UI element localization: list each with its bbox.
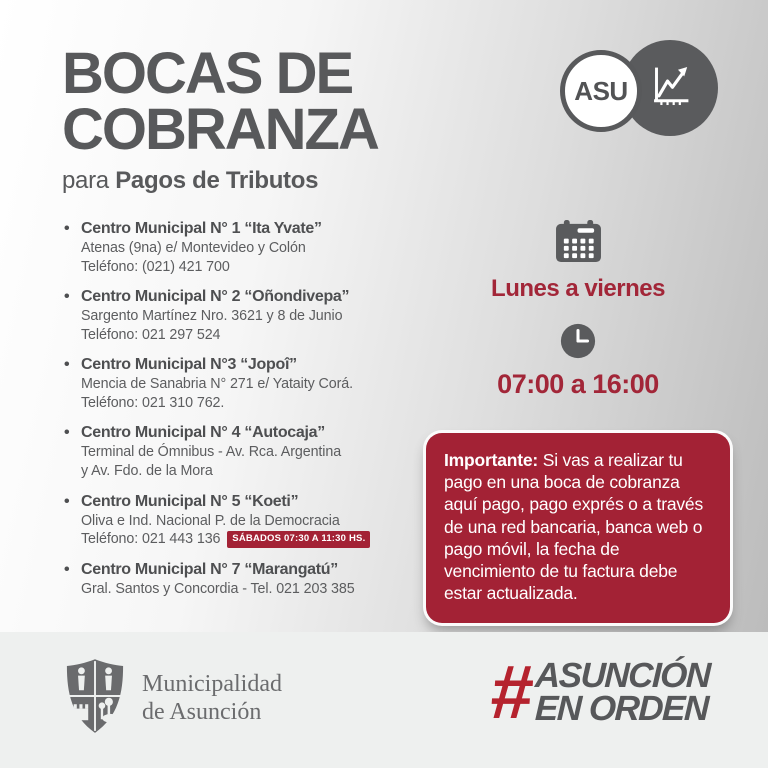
- center-address: Oliva e Ind. Nacional P. de la Democracia: [81, 512, 340, 529]
- bullet-icon: •: [64, 560, 70, 578]
- bullet-icon: •: [64, 492, 70, 510]
- bullet-icon: •: [64, 356, 70, 374]
- bullet-icon: •: [64, 424, 70, 442]
- clock-icon: [426, 322, 730, 365]
- subtitle-prefix: para: [62, 166, 109, 194]
- hours-label: 07:00 a 16:00: [497, 369, 659, 399]
- asu-label: ASU: [574, 75, 628, 106]
- schedule-column: [426, 220, 730, 623]
- hashtag-icon: #: [487, 649, 536, 735]
- municipality-name: [142, 671, 282, 726]
- center-address: Sargento Martínez Nro. 3621 y 8 de Junio: [81, 308, 343, 325]
- campaign-text: [534, 656, 711, 728]
- center-address: y Av. Fdo. de la Mora: [81, 463, 213, 480]
- municipality-shield-icon: [64, 657, 126, 740]
- weekdays-label: Lunes a viernes: [491, 275, 665, 302]
- bullet-icon: •: [64, 220, 70, 237]
- center-address: Mencia de Sanabria N° 271 e/ Yataity Corá.: [81, 376, 353, 393]
- title-block: [62, 41, 378, 195]
- footer: [0, 632, 768, 768]
- list-item-center-3: [64, 355, 436, 412]
- saturday-hours-badge: SÁBADOS 07:30 A 11:30 HS.: [227, 531, 370, 547]
- center-name: Centro Municipal N° 2 “Oñondivepa”: [81, 288, 350, 306]
- municipality-logo-block: [64, 657, 282, 740]
- subtitle-main: Pagos de Tributos: [115, 166, 319, 194]
- bullet-icon: •: [64, 288, 70, 306]
- center-name: Centro Municipal N° 5 “Koeti”: [81, 492, 299, 510]
- page-title: [62, 41, 378, 163]
- center-name: Centro Municipal N° 1 “Ita Yvate”: [81, 220, 322, 237]
- center-name: Centro Municipal N° 7 “Marangatú”: [81, 560, 338, 578]
- org-name-line-1: Municipalidad: [142, 670, 282, 697]
- center-phone: Teléfono: 021 297 524: [81, 326, 221, 343]
- center-address: Gral. Santos y Concordia - Tel. 021 203 385: [81, 580, 355, 597]
- list-item-center-1: [64, 219, 436, 276]
- center-address: Terminal de Ómnibus - Av. Rca. Argentina: [81, 444, 342, 461]
- center-name: Centro Municipal N°3 “Jopoî”: [81, 356, 297, 374]
- calendar-icon: [426, 220, 730, 268]
- important-text: Si vas a realizar tu pago en una boca de cobranza aquí pago, pago exprés o a través de una red bancaria, banca web o pago móvil, la fecha de vencimiento de tu factura debe estar actualizada.: [444, 450, 704, 604]
- campaign-line-2: EN ORDEN: [534, 688, 709, 728]
- campaign-logo: [487, 649, 711, 735]
- centers-list: [64, 219, 436, 609]
- center-address: Atenas (9na) e/ Montevideo y Colón: [81, 240, 306, 256]
- page-subtitle: [62, 167, 378, 195]
- center-phone: Teléfono: (021) 421 700: [81, 258, 230, 275]
- org-name-line-2: de Asunción: [142, 698, 262, 725]
- line-chart-icon: [643, 59, 697, 118]
- important-label: Importante:: [444, 450, 539, 470]
- asu-logo-white-circle: [560, 50, 642, 132]
- list-item-center-7: [64, 560, 436, 599]
- center-phone: [81, 530, 436, 549]
- center-phone: Teléfono: 021 310 762.: [81, 394, 225, 411]
- title-line-2: COBRANZA: [62, 97, 378, 163]
- list-item-center-4: [64, 423, 436, 480]
- phone-text: Teléfono: 021 443 136: [81, 531, 221, 548]
- campaign-line-1: ASUNCIÓN: [534, 656, 711, 695]
- center-name: Centro Municipal N° 4 “Autocaja”: [81, 424, 325, 442]
- asu-logo: [556, 40, 732, 144]
- list-item-center-2: [64, 287, 436, 344]
- list-item-center-5: [64, 492, 436, 549]
- important-notice-box: [426, 433, 730, 623]
- title-line-1: BOCAS DE: [62, 41, 353, 106]
